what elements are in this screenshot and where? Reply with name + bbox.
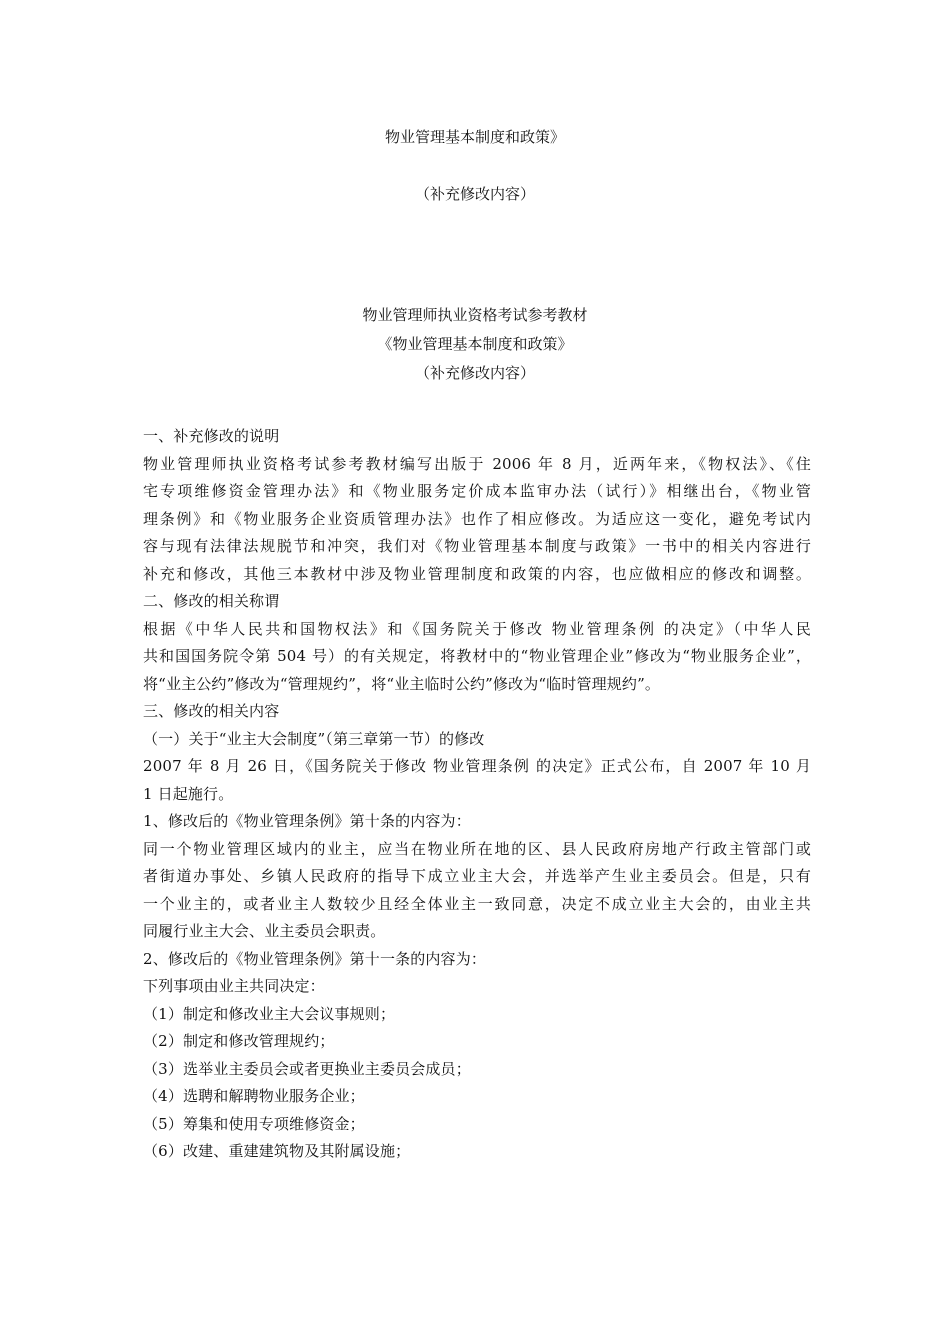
paragraph-line: 下列事项由业主共同决定：	[143, 977, 325, 995]
paragraph-line: 1 日起施行。	[143, 784, 234, 803]
paragraph-line: 补充和修改，其他三本教材中涉及物业管理制度和政策的内容，也应做相应的修改和调整。	[143, 564, 811, 583]
header-line-3: （补充修改内容）	[414, 364, 535, 382]
paragraph-line: 共和国国务院令第 504 号）的有关规定，将教材中的“物业管理企业”修改为“物业服务企业”，	[143, 647, 811, 665]
paragraph-line: 2007 年 8 月 26 日，《国务院关于修改 物业管理条例 的决定》正式公布，自 2007 年 10 月	[143, 757, 811, 775]
section-heading-3: 三、修改的相关内容	[143, 702, 280, 720]
paragraph-line: 一个业主的，或者业主人数较少且经全体业主一致同意，决定不成立业主大会的，由业主共	[143, 894, 811, 913]
paragraph-line: 同一个物业管理区域内的业主，应当在物业所在地的区、县人民政府房地产行政主管部门或	[143, 839, 811, 858]
paragraph-line: 物业管理师执业资格考试参考教材编写出版于 2006 年 8 月，近两年来，《物权法》、《住	[143, 454, 811, 473]
list-item: （5）筹集和使用专项维修资金；	[143, 1114, 365, 1133]
paragraph-line: 将“业主公约”修改为“管理规约”，将“业主临时公约”修改为“临时管理规约”。	[143, 674, 661, 693]
list-item: （2）制定和修改管理规约；	[143, 1032, 335, 1050]
header-line-1: 物业管理师执业资格考试参考教材	[362, 306, 588, 324]
list-item: （6）改建、重建建筑物及其附属设施；	[143, 1142, 411, 1160]
paragraph-line: 理条例》和《物业服务企业资质管理办法》也作了相应修改。为适应这一变化，避免考试内	[143, 509, 811, 528]
paragraph-line: 容与现有法律法规脱节和冲突，我们对《物业管理基本制度与政策》一书中的相关内容进行	[143, 537, 811, 555]
paragraph-line: 根据《中华人民共和国物权法》和《国务院关于修改 物业管理条例 的决定》（中华人民	[143, 619, 811, 638]
header-line-2: 《物业管理基本制度和政策》	[377, 335, 573, 353]
article-heading: 2、修改后的《物业管理条例》第十一条的内容为：	[143, 949, 486, 968]
subsection-heading: （一）关于“业主大会制度”（第三章第一节）的修改	[143, 729, 485, 748]
paragraph-line: 者街道办事处、乡镇人民政府的指导下成立业主大会，并选举产生业主委员会。但是，只有	[143, 867, 811, 885]
list-item: （1）制定和修改业主大会议事规则；	[143, 1004, 396, 1023]
paragraph-line: 同履行业主大会、业主委员会职责。	[143, 922, 386, 940]
cover-title: 物业管理基本制度和政策》	[384, 128, 565, 146]
article-heading: 1、修改后的《物业管理条例》第十条的内容为：	[143, 812, 471, 830]
section-heading-2: 二、修改的相关称谓	[143, 592, 280, 610]
list-item: （3）选举业主委员会或者更换业主委员会成员；	[143, 1059, 471, 1078]
document-body	[143, 423, 811, 1166]
cover-subtitle: （补充修改内容）	[414, 185, 535, 203]
paragraph-line: 宅专项维修资金管理办法》和《物业服务定价成本监审办法（试行）》相继出台，《物业管	[143, 482, 811, 500]
section-heading-1: 一、补充修改的说明	[143, 427, 280, 445]
list-item: （4）选聘和解聘物业服务企业；	[143, 1087, 365, 1105]
